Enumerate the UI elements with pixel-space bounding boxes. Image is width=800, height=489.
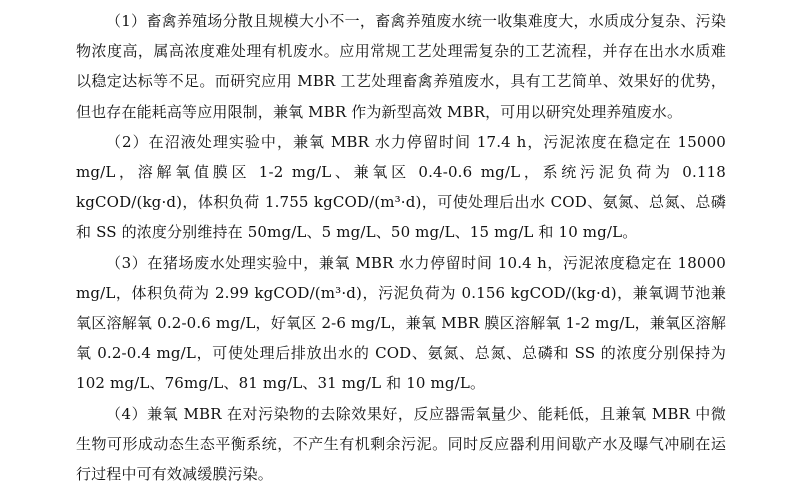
paragraph-3: （3）在猪场废水处理实验中，兼氧 MBR 水力停留时间 10.4 h，污泥浓度稳定在 18000 mg/L，体积负荷为 2.99 kgCOD/(m³·d)，污泥负荷为 0.156 kgCOD/(kg·d)，兼氧调节池兼氧区溶解氧 0.2-0.6 mg/L，好氧区 2-6 mg/L，兼氧 MBR 膜区溶解氧 1-2 mg/L，兼氧区溶解氧 0.2-0.4 mg/L，可使处理后排放出水的 COD、氨氮、总氮、总磷和 SS 的浓度分别保持为 102 mg/L、76mg/L、81 mg/L、31 mg/L 和 10 mg/L。 (76, 253, 726, 393)
paragraph-4: （4）兼氧 MBR 在对污染物的去除效果好，反应器需氧量少、能耗低，且兼氧 MBR 中微生物可形成动态生态平衡系统，不产生有机剩余污泥。同时反应器利用间歇产水及曝气冲刷在运行过程中可有效减缓膜污染。 (76, 404, 726, 484)
paragraph-2: （2）在沼液处理实验中，兼氧 MBR 水力停留时间 17.4 h，污泥浓度在稳定在 15000 mg/L，溶解氧值膜区 1-2 mg/L、兼氧区 0.4-0.6 mg/L，系统污泥负荷为 0.118 kgCOD/(kg·d)，体积负荷 1.755 kgCOD/(m³·d)，可使处理后出水 COD、氨氮、总氮、总磷和 SS 的浓度分别维持在 50mg/L、5 mg/L、50 mg/L、15 mg/L 和 10 mg/L。 (76, 132, 726, 242)
paragraph-1: （1）畜禽养殖场分散且规模大小不一，畜禽养殖废水统一收集难度大，水质成分复杂、污染物浓度高，属高浓度难处理有机废水。应用常规工艺处理需复杂的工艺流程，并存在出水水质难以稳定达标等不足。而研究应用 MBR 工艺处理畜禽养殖废水，具有工艺简单、效果好的优势，但也存在能耗高等应用限制，兼氧 MBR 作为新型高效 MBR，可用以研究处理养殖废水。 (76, 12, 726, 121)
